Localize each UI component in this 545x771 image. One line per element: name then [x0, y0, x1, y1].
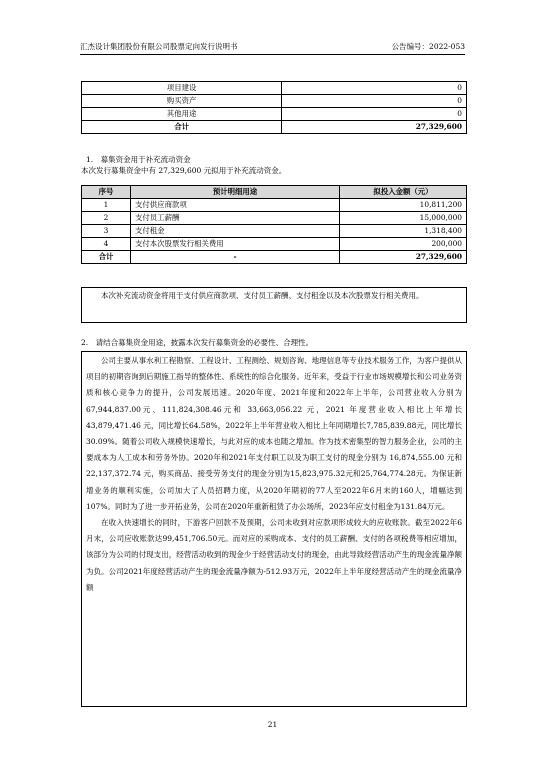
table-cell: 2 — [82, 212, 131, 225]
table-cell: 27,329,600 — [340, 251, 467, 264]
table-cell: 支付本次股票发行相关费用 — [131, 238, 340, 251]
usage-note: 本次补充流动资金将用于支付供应商款项、支付员工薪酬、支付租金以及本次股票发行相关费用。 — [101, 291, 424, 300]
table-row — [82, 225, 467, 238]
table-row — [82, 82, 467, 95]
header-divider — [80, 54, 465, 55]
table-cell: 其他用途 — [82, 108, 282, 121]
table-cell: 支付供应商款项 — [131, 199, 340, 212]
table-cell: 支付员工薪酬 — [131, 212, 340, 225]
table-cell: 0 — [282, 82, 467, 95]
announcement-number: 公告编号：2022-053 — [391, 42, 465, 51]
table-total-row — [82, 251, 467, 264]
table-cell: 购买资产 — [82, 95, 282, 108]
page-number: 21 — [267, 720, 278, 729]
table-row — [82, 108, 467, 121]
section-2-paragraph-2: 在收入快速增长的同时，下游客户回款不及预期，公司未收到对应款项形成较大的应收账款。截至2022年6月末，公司应收账款达99,451,706.50元。而对应的采购成本、支付的员工薪酬、支付的各项税费等相应增加，该部分为公司的付现支出，经营活动收到的现金少于经营活动支付的现金，由此导致经营活动产生的现金流量净额为负。公司2021年度经营活动产生的现金流量净额为-512.93万元，2022年上半年度经营活动产生的现金流量净额 — [86, 518, 462, 592]
table-row — [82, 199, 467, 212]
table-cell: 1 — [82, 199, 131, 212]
usage-note-box — [81, 287, 467, 323]
table-cell: - — [131, 251, 340, 264]
table-cell: 200,000 — [340, 238, 467, 251]
table-header-row — [82, 186, 467, 199]
section-2-paragraph-1: 公司主要从事水利工程勘察、工程设计、工程测绘、规划咨询、地理信息等专业技术服务工作，为客户提供从项目的初期咨询到后期施工指导的整体性、系统性的综合化服务。近年来，受益于行业市场规模增长和公司业务资质和核心竞争力的提升，公司发展迅速。2020年度、2021年度和2022年上半年，公司营业收入分别为67,944,837.00元、111,824,308.46元和 33,663,056.22 元，2021 年度营业收入相比上年增长 43,879,471.46 元，同比增长64.58%，2022年上半年营业收入相比上年同期增长7,785,839.88元，同比增长30.09%。随着公司收入规模快速增长，与此对应的成本也随之增加。作为技术密集型的智力服务企业，公司的主要成本为人工成本和劳务外协。2020年和2021年支付职工以及为职工支付的现金分别为 16,874,555.00 元和 22,137,372.74 元，购买商品、接受劳务支付的现金分别为15,823,975.32元和25,764,774.28元。为保证新增业务的顺利实施，公司加大了人员招聘力度，从2020年期初的77人至2022年6月末的160人，增幅达到107%。同时为了进一步开拓业务，公司在2020年重新租赁了办公场所，2023年应支付租金为131.84万元。 — [86, 356, 462, 511]
header-detail: 预计明细用途 — [131, 186, 340, 199]
table-cell: 支付租金 — [131, 225, 340, 238]
table-cell: 项目建设 — [82, 82, 282, 95]
table-cell: 合计 — [82, 251, 131, 264]
table-cell: 4 — [82, 238, 131, 251]
table-cell: 0 — [282, 95, 467, 108]
table-cell: 合计 — [82, 121, 282, 134]
table-cell: 15,000,000 — [340, 212, 467, 225]
header-amount: 拟投入金额（元） — [340, 186, 467, 199]
page-header — [80, 40, 465, 52]
document-title: 汇杰设计集团股份有限公司股票定向发行说明书 — [80, 42, 238, 51]
usage-table — [81, 185, 467, 264]
table-row — [82, 212, 467, 225]
table-cell: 1,318,400 — [340, 225, 467, 238]
table-cell: 27,329,600 — [282, 121, 467, 134]
header-seq: 序号 — [82, 186, 131, 199]
table-total-row — [82, 121, 467, 134]
table-cell: 0 — [282, 108, 467, 121]
section-1-intro: 本次发行募集资金中有 27,329,600 元拟用于补充流动资金。 — [81, 166, 287, 175]
allocation-table — [81, 81, 467, 134]
table-row — [82, 238, 467, 251]
section-1 — [81, 154, 467, 176]
table-cell: 3 — [82, 225, 131, 238]
section-2-heading: 2. 请结合募集资金用途，披露本次发行募集资金的必要性、合理性。 — [81, 338, 314, 347]
section-1-heading: 1. 募集资金用于补充流动资金 — [86, 155, 191, 164]
section-2-box — [81, 351, 467, 707]
table-cell: 10,811,200 — [340, 199, 467, 212]
table-row — [82, 95, 467, 108]
